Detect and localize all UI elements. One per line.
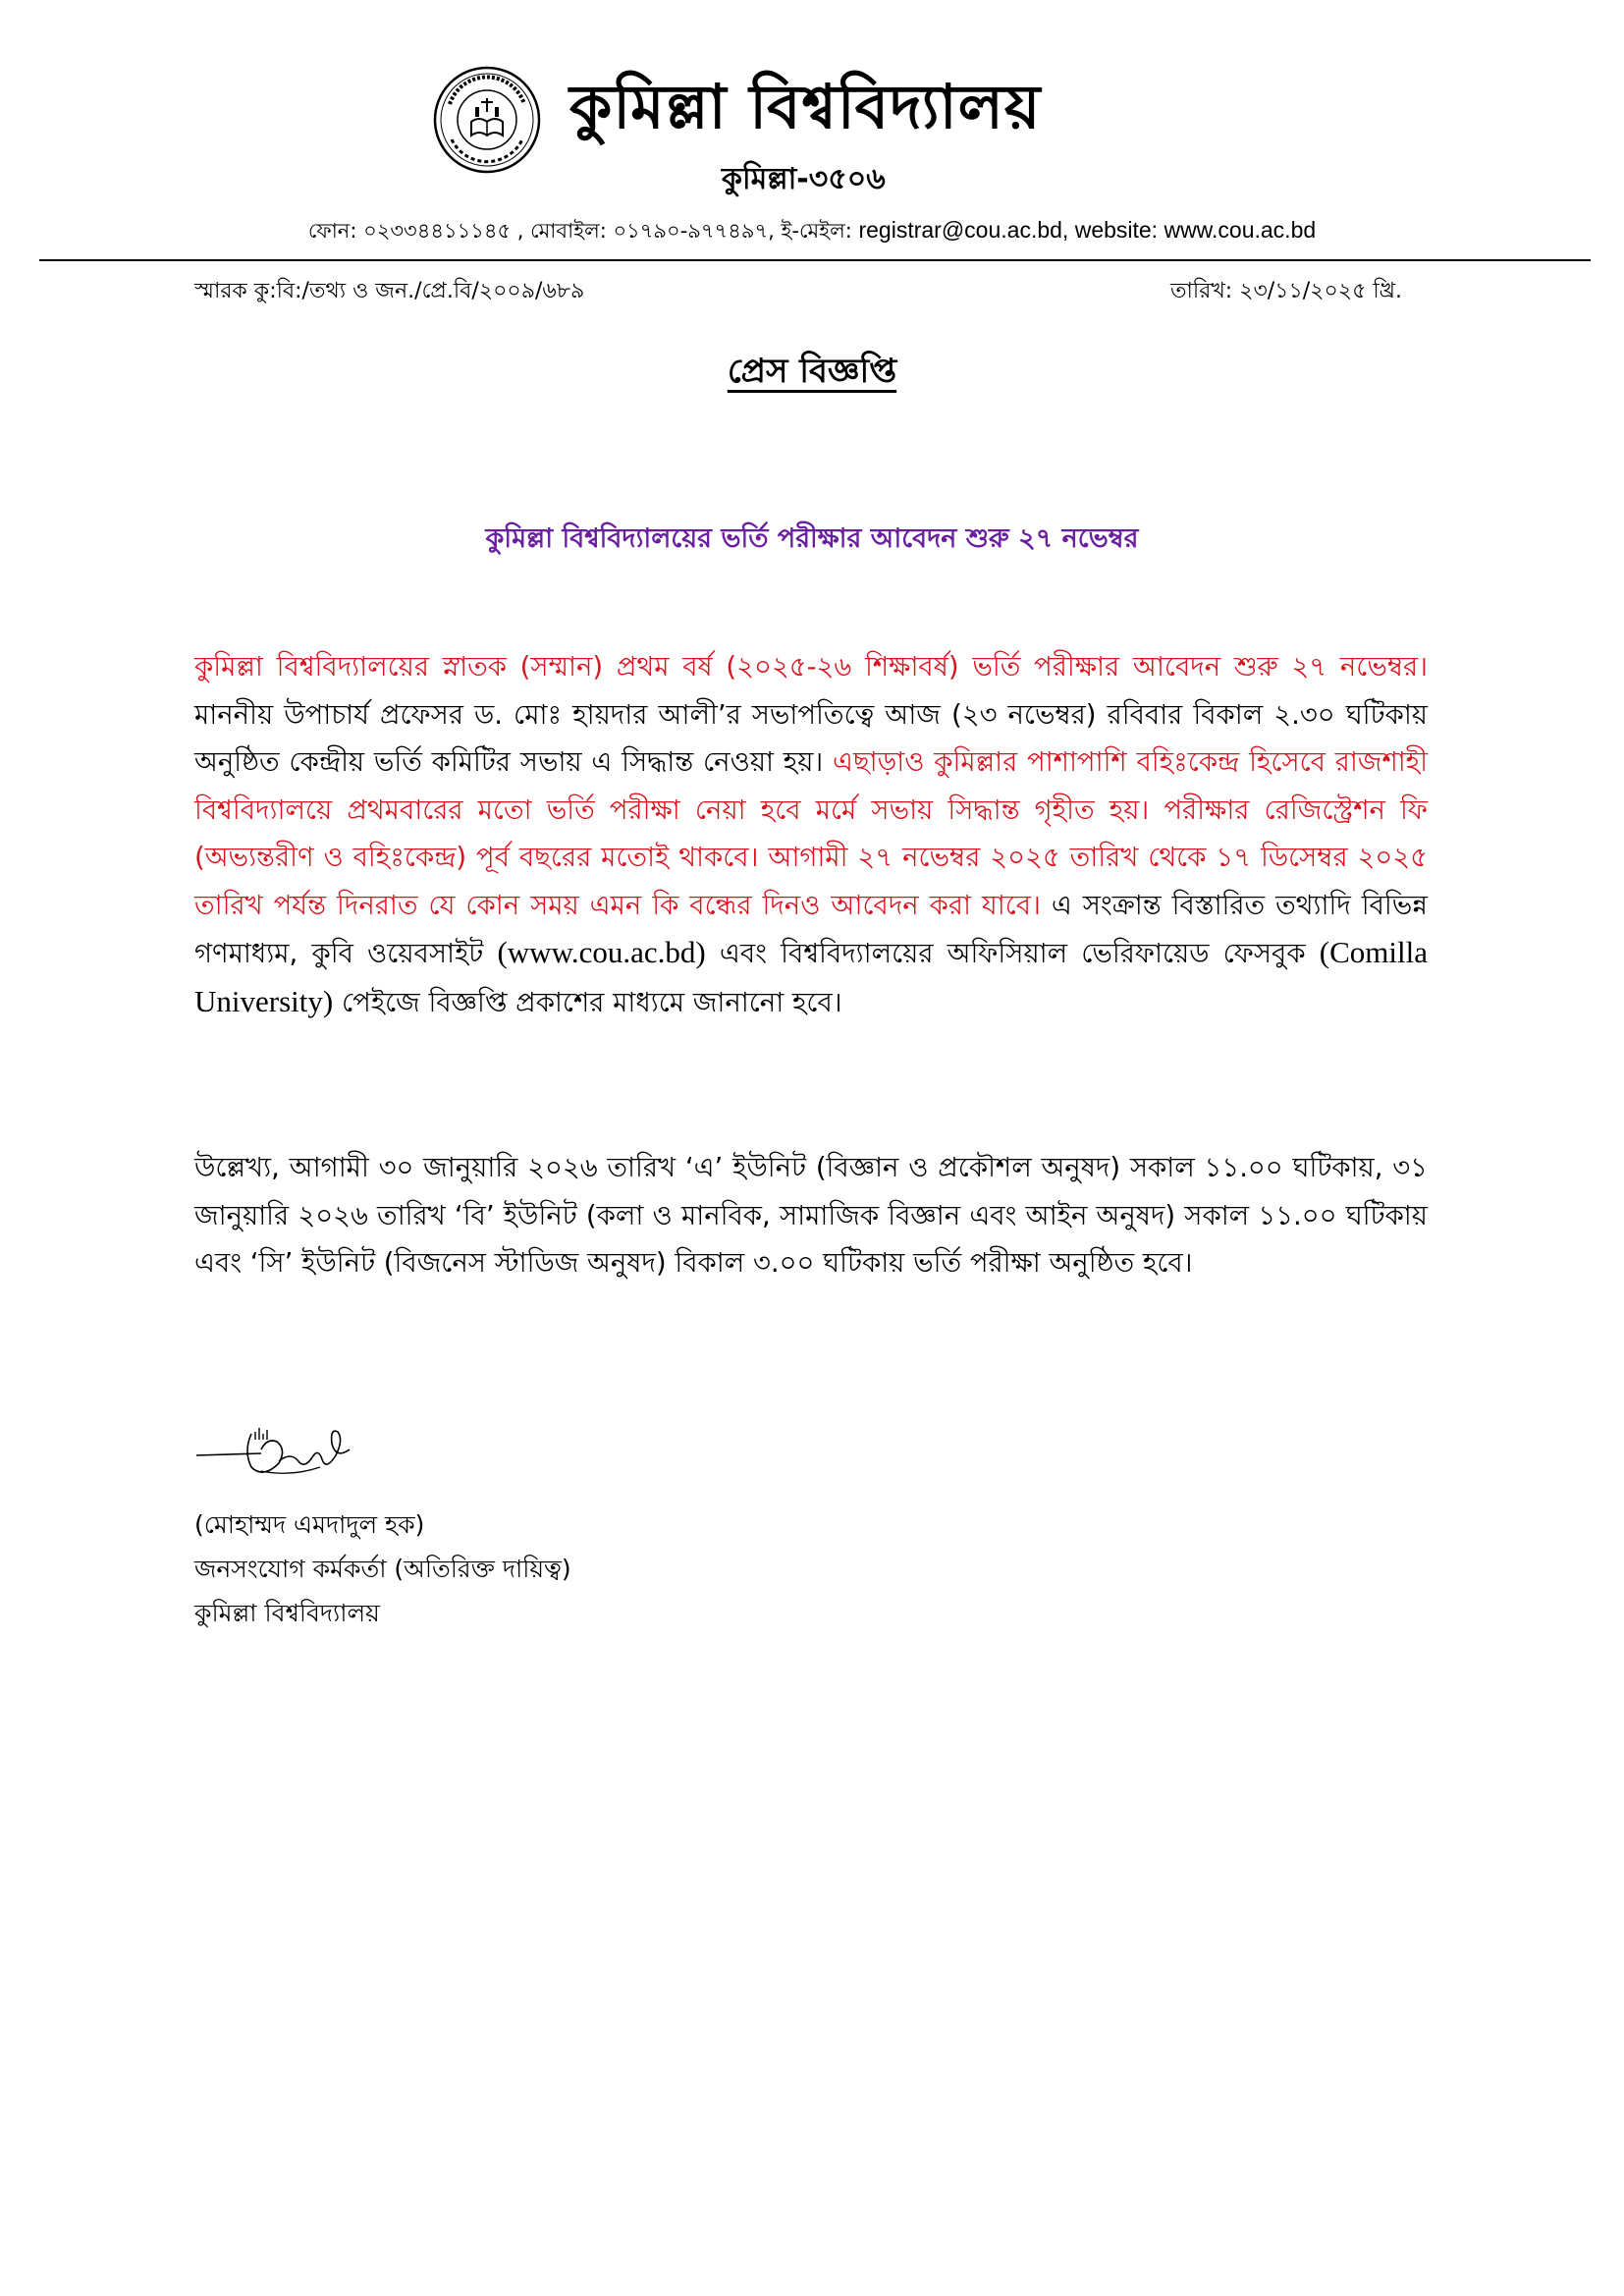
handwritten-signature-icon bbox=[192, 1394, 408, 1503]
header-divider bbox=[39, 259, 1591, 261]
body-paragraph-2: উল্লেখ্য, আগামী ৩০ জানুয়ারি ২০২৬ তারিখ ‘এ’ ইউনিট (বিজ্ঞান ও প্রকৌশল অনুষদ) সকাল ১১.০০ ঘটিকায়, ৩১ জানুয়ারি ২০২৬ তারিখ ‘বি’ ইউনিট (কলা ও মানবিক, সামাজিক বিজ্ঞান এবং আইন অনুষদ) সকাল ১১.০০ ঘটিকায় এবং ‘সি’ ইউনিট (বিজনেস স্টাডিজ অনুষদ) বিকাল ৩.০০ ঘটিকায় ভর্তি পরীক্ষা অনুষ্ঠিত হবে। bbox=[194, 1152, 1428, 1279]
contact-email-website: registrar@cou.ac.bd, website: www.cou.ac.bd bbox=[858, 217, 1317, 243]
signatory-designation: জনসংযোগ কর্মকর্তা (অতিরিক্ত দায়িত্ব) bbox=[194, 1555, 571, 1583]
university-name: কুমিল্লা বিশ্ববিদ্যালয় bbox=[569, 71, 1042, 142]
highlight-text: কুমিল্লা বিশ্ববিদ্যালয়ের স্নাতক (সম্মান) প্রথম বর্ষ (২০২৫-২৬ শিক্ষাবর্ষ) ভর্তি পরীক্ষার আবেদন শুরু ২৭ নভেম্বর। bbox=[194, 651, 1428, 683]
body-text: এবং বিশ্ববিদ্যালয়ের অফিসিয়াল ভেরিফায়েড ফেসবুক bbox=[705, 938, 1320, 969]
facebook-page-text: (Comilla University) bbox=[194, 935, 1428, 1018]
contact-line bbox=[0, 215, 1624, 249]
press-release-title-text: প্রেস বিজ্ঞপ্তি bbox=[727, 352, 897, 391]
university-address: কুমিল্লা-৩৫০৬ bbox=[722, 162, 886, 196]
memo-number: স্মারক কু:বি:/তথ্য ও জন./প্রে.বি/২০০৯/৬৮৯ bbox=[194, 279, 585, 303]
signatory-name: (মোহাম্মদ এমদাদুল হক) bbox=[194, 1510, 425, 1539]
signatory-organization: কুমিল্লা বিশ্ববিদ্যালয় bbox=[194, 1599, 380, 1627]
headline: কুমিল্লা বিশ্ববিদ্যালয়ের ভর্তি পরীক্ষার আবেদন শুরু ২৭ নভেম্বর bbox=[485, 523, 1139, 554]
press-release-title bbox=[0, 346, 1624, 402]
university-seal-icon bbox=[432, 65, 542, 175]
highlight-text: এছাড়াও কুমিল্লার পাশাপাশি বহিঃকেন্দ্র হিসেবে রাজশাহী বিশ্ববিদ্যালয়ে প্রথমবারের মতো ভর্তি পরীক্ষা নেয়া হবে মর্মে সভায় সিদ্ধান্ত গৃহীত হয়। পরীক্ষার রেজিস্ট্রেশন ফি (অভ্যন্তরীণ ও বহিঃকেন্দ্র) পূর্ব বছরের মতোই থাকবে। আগামী ২৭ নভেম্বর ২০২৫ তারিখ থেকে ১৭ ডিসেম্বর ২০২৫ তারিখ পর্যন্ত দিনরাত যে কোন সময় এমন কি বন্ধের দিনও আবেদন করা যাবে। bbox=[194, 746, 1429, 921]
body-text: এ সংক্রান্ত বিস্তারিত তথ্যাদি বিভিন্ন গণমাধ্যম, কুবি ওয়েবসাইট bbox=[194, 889, 1428, 969]
body-paragraph-1 bbox=[194, 643, 1428, 1026]
body-text: মাননীয় উপাচার্য প্রফেসর ড. মোঃ হায়দার আলী’র সভাপতিত্বে আজ (২৩ নভেম্বর) রবিবার বিকাল ২.৩০ ঘটিকায় অনুষ্ঠিত কেন্দ্রীয় ভর্তি কমিটির সভায় এ সিদ্ধান্ত নেওয়া হয়। bbox=[194, 698, 1428, 778]
website-text: (www.cou.ac.bd) bbox=[497, 935, 706, 969]
contact-phone: ফোন: ০২৩৩৪৪১১১৪৫ , মোবাইল: ০১৭৯০-৯৭৭৪৯৭, ই-মেইল: bbox=[307, 219, 859, 243]
document-date: তারিখ: ২৩/১১/২০২৫ খ্রি. bbox=[1170, 279, 1402, 303]
body-text: পেইজে বিজ্ঞপ্তি প্রকাশের মাধ্যমে জানানো হবে। bbox=[333, 986, 842, 1018]
